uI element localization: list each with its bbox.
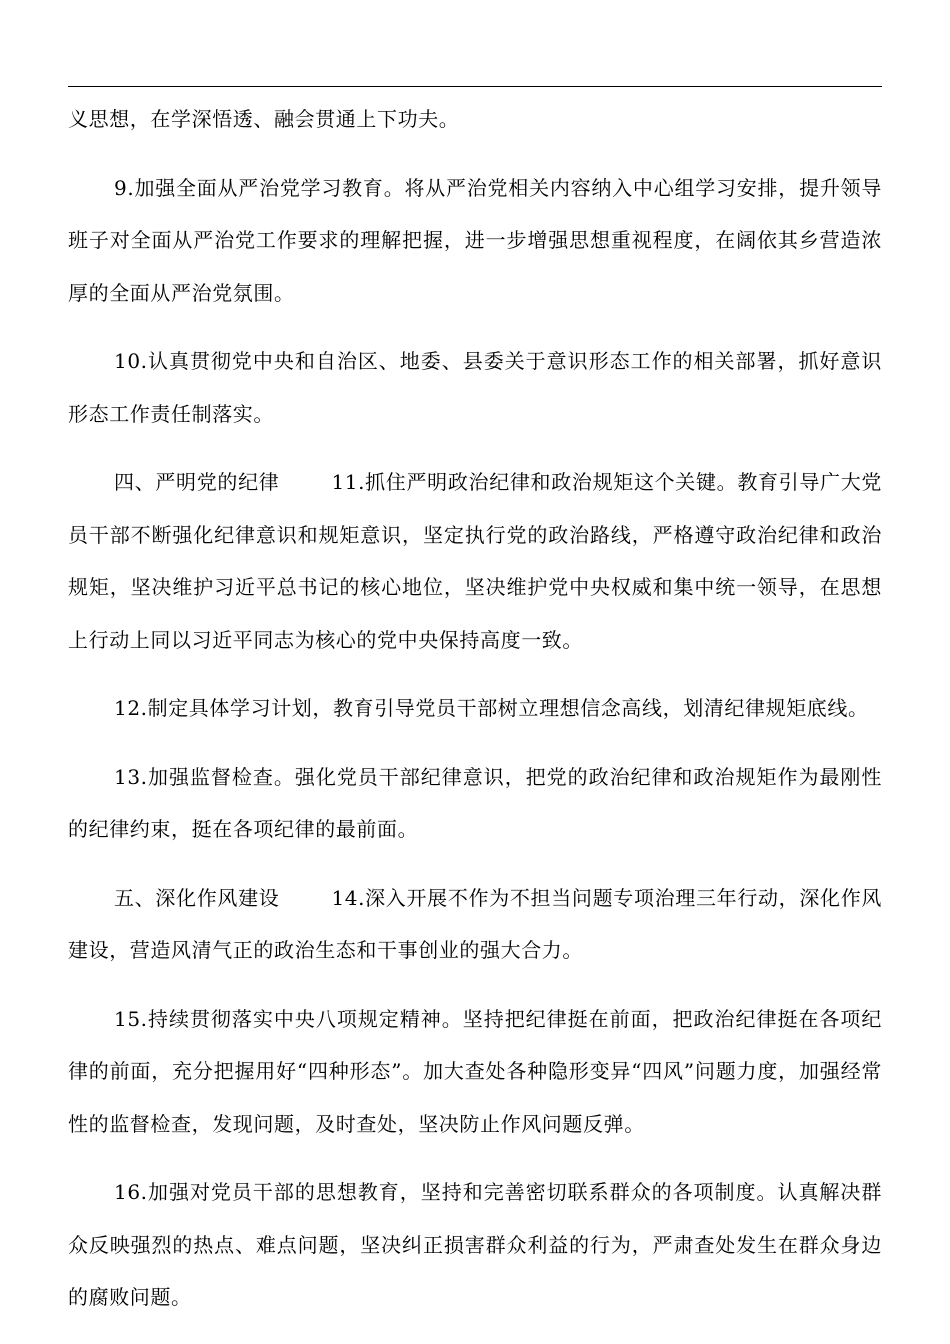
paragraph-item-9: 9.加强全面从严治党学习教育。将从严治党相关内容纳入中心组学习安排，提升领导班子对全面从严治党工作要求的理解把握，进一步增强思想重视程度，在阔依其乡营造浓厚的全面从严治党氛围。: [68, 175, 882, 305]
paragraph-item-11: [68, 456, 882, 666]
paragraph-item-16: 16.加强对党员干部的思想教育，坚持和完善密切联系群众的各项制度。认真解决群众反映强烈的热点、难点问题，坚决纠正损害群众利益的行为，严肃查处发生在群众身边的腐败问题。: [68, 1180, 882, 1309]
paragraph-continuation: 义思想，在学深悟透、融会贯通上下功夫。: [68, 107, 460, 131]
document-body: [68, 93, 882, 1340]
paragraph-item-15: 15.持续贯彻落实中央八项规定精神。坚持把纪律挺在前面，把政治纪律挺在各项纪律的前面，充分把握用好“四种形态”。加大查处各种隐形变异“四风”问题力度，加强经常性的监督检查，发现问题，及时查处，坚决防止作风问题反弹。: [68, 1006, 882, 1136]
section-heading-four: 四、严明党的纪律: [114, 470, 280, 494]
section-heading-five: 五、深化作风建设: [114, 885, 280, 910]
paragraph-item-13: 13.加强监督检查。强化党员干部纪律意识，把党的政治纪律和政治规矩作为最刚性的纪律约束，挺在各项纪律的最前面。: [68, 764, 882, 841]
paragraph-item-14: [68, 872, 882, 977]
paragraph-item-14-text: 14.深入开展不作为不担当问题专项治理三年行动，深化作风建设，营造风清气正的政治生态和干事创业的强大合力。: [68, 885, 882, 962]
paragraph-item-10: 10.认真贯彻党中央和自治区、地委、县委关于意识形态工作的相关部署，抓好意识形态工作责任制落实。: [68, 349, 882, 426]
paragraph-item-12: 12.制定具体学习计划，教育引导党员干部树立理想信念高线，划清纪律规矩底线。: [114, 696, 869, 720]
paragraph-item-11-text: 11.抓住严明政治纪律和政治规矩这个关键。教育引导广大党员干部不断强化纪律意识和规矩意识，坚定执行党的政治路线，严格遵守政治纪律和政治规矩，坚决维护习近平总书记的核心地位，坚决维护党中央权威和集中统一领导，在思想上行动上同以习近平同志为核心的党中央保持高度一致。: [68, 470, 882, 652]
header-rule: [68, 86, 882, 87]
